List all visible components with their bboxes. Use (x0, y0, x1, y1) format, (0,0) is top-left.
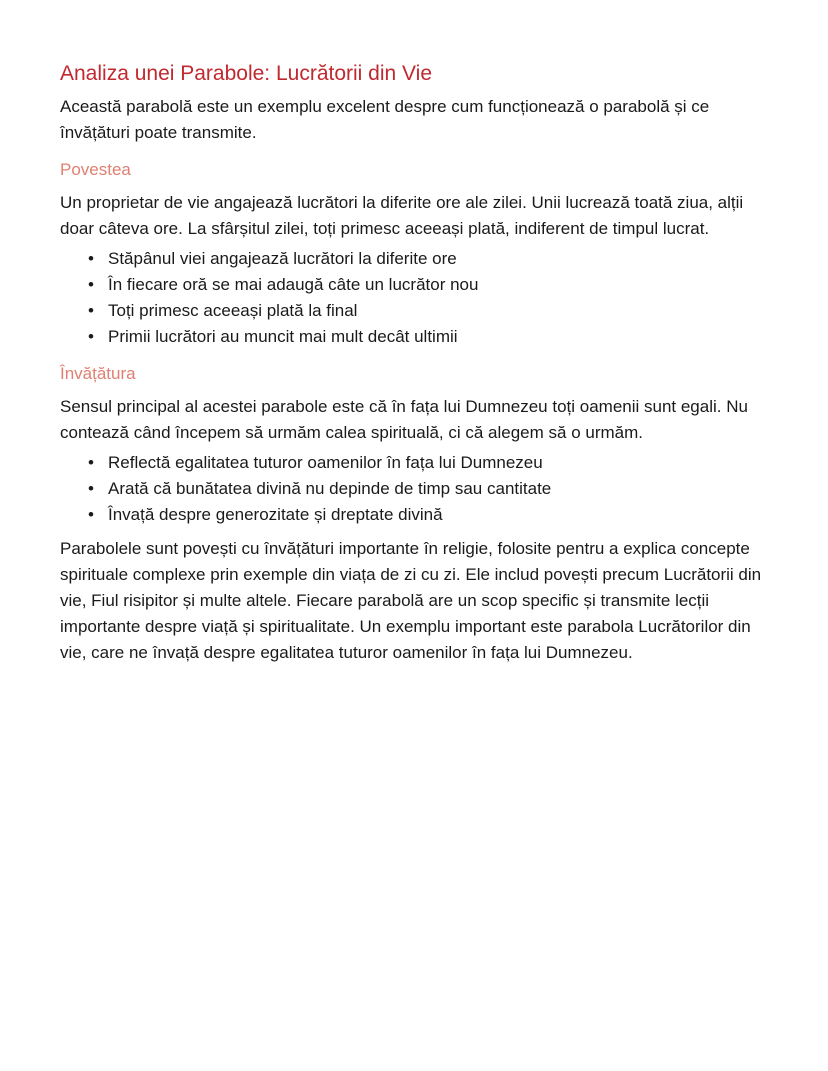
list-item (84, 246, 768, 272)
bullet-list (60, 246, 768, 350)
section-paragraph: Un proprietar de vie angajează lucrători la diferite ore ale zilei. Unii lucrează toată ziua, alții doar câteva ore. La sfârșitul zilei, toți primesc aceeași plată, indiferent de timpul lucrat. (60, 193, 744, 238)
list-item (84, 298, 768, 324)
section-invatatura (60, 362, 768, 528)
document-title: Analiza unei Parabole: Lucrătorii din Vie (60, 62, 433, 85)
section-povestea (60, 158, 768, 350)
list-item-text: Reflectă egalitatea tuturor oamenilor în fața lui Dumnezeu (108, 453, 543, 472)
list-item-text: Stăpânul viei angajează lucrători la diferite ore (108, 249, 457, 268)
bullet-icon: • (88, 327, 94, 346)
bullet-list (60, 450, 768, 528)
bullet-icon: • (88, 301, 94, 320)
list-item (84, 476, 768, 502)
section-heading: Învățătura (60, 364, 136, 383)
bullet-icon: • (88, 505, 94, 524)
list-item-text: În fiecare oră se mai adaugă câte un lucrător nou (108, 275, 479, 294)
list-item-text: Primii lucrători au muncit mai mult decât ultimii (108, 327, 458, 346)
section-paragraph: Sensul principal al acestei parabole este că în fața lui Dumnezeu toți oamenii sunt egali. Nu contează când începem să urmăm calea spirituală, ci că alegem să o urmăm. (60, 397, 748, 442)
list-item (84, 502, 768, 528)
bullet-icon: • (88, 479, 94, 498)
list-item (84, 324, 768, 350)
bullet-icon: • (88, 249, 94, 268)
list-item (84, 450, 768, 476)
bullet-icon: • (88, 453, 94, 472)
closing-paragraph: Parabolele sunt povești cu învățături importante în religie, folosite pentru a explica concepte spirituale complexe prin exemple din viața de zi cu zi. Ele includ povești precum Lucrătorii din vie, Fiul risipitor și multe altele. Fiecare parabolă are un scop specific și transmite lecții importante despre viață și spiritualitate. Un exemplu important este parabola Lucrătorilor din vie, care ne învață despre egalitatea tuturor oamenilor în fața lui Dumnezeu. (60, 539, 762, 662)
list-item (84, 272, 768, 298)
list-item-text: Toți primesc aceeași plată la final (108, 301, 358, 320)
list-item-text: Învață despre generozitate și dreptate divină (108, 505, 443, 524)
section-heading: Povestea (60, 160, 131, 179)
bullet-icon: • (88, 275, 94, 294)
intro-paragraph: Această parabolă este un exemplu excelent despre cum funcționează o parabolă și ce învățături poate transmite. (60, 97, 710, 142)
list-item-text: Arată că bunătatea divină nu depinde de timp sau cantitate (108, 479, 552, 498)
